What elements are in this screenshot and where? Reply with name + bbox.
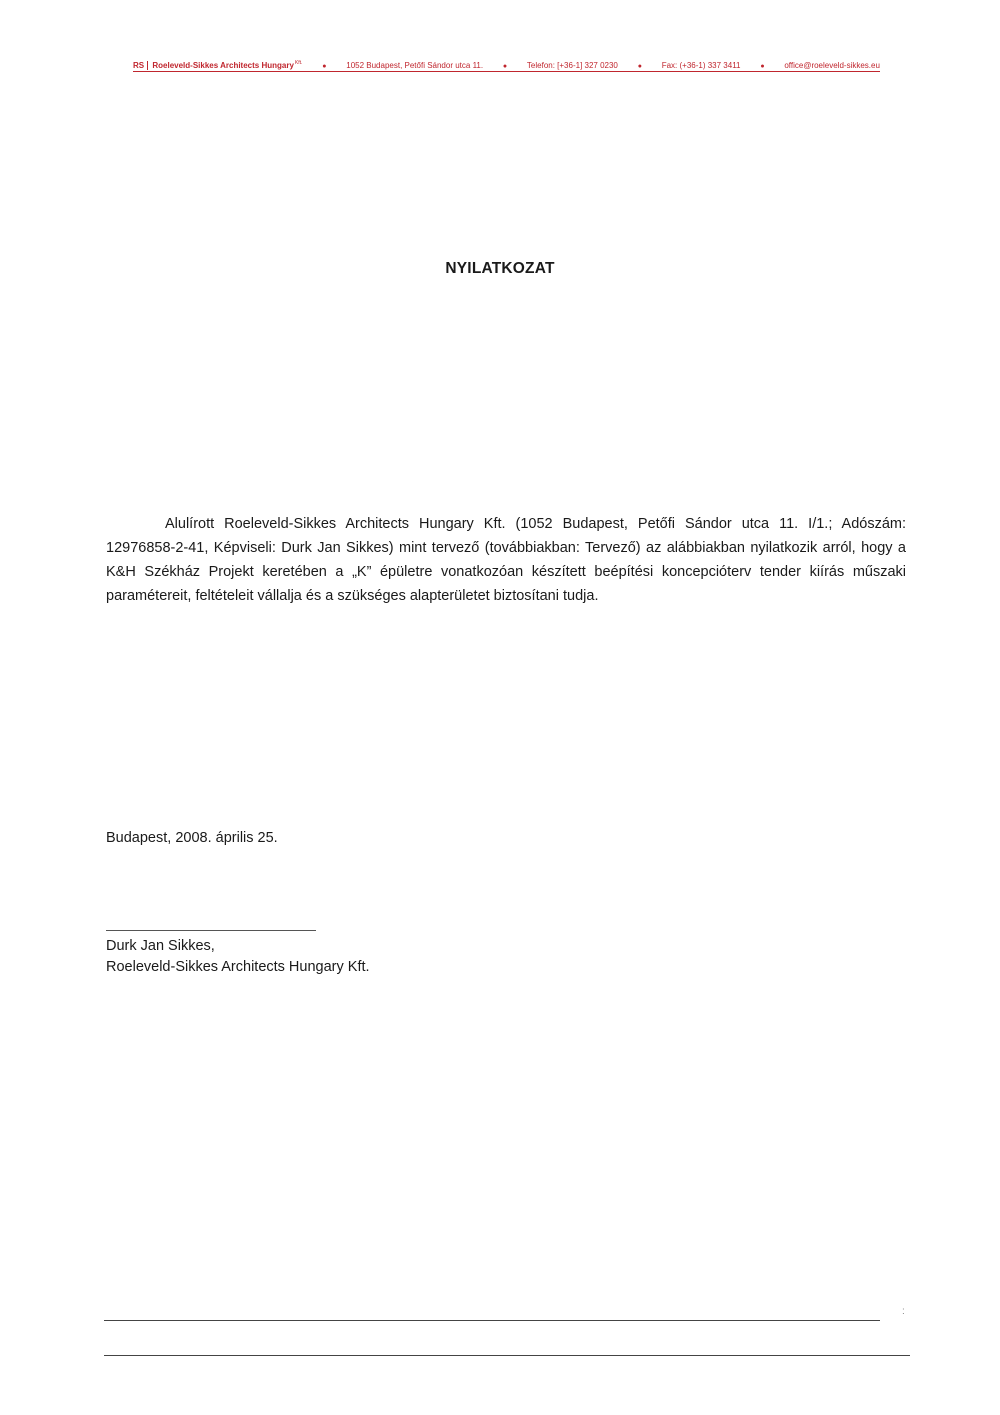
company-address: 1052 Budapest, Petőfi Sándor utca 11. bbox=[346, 61, 484, 70]
signature-line bbox=[106, 930, 316, 931]
document-title: NYILATKOZAT bbox=[445, 260, 555, 277]
letterhead-company-block bbox=[133, 57, 302, 72]
company-fax: Fax: (+36-1) 337 3411 bbox=[661, 61, 741, 70]
company-email: office@roeleveld-sikkes.eu bbox=[784, 61, 880, 70]
place-date: Budapest, 2008. április 25. bbox=[106, 830, 278, 846]
company-logo: RS bbox=[133, 61, 148, 70]
company-suffix: Kft. bbox=[294, 60, 303, 66]
separator-dot: ● bbox=[322, 63, 327, 70]
separator-dot: ● bbox=[637, 63, 642, 70]
letterhead bbox=[133, 57, 880, 72]
separator-dot: ● bbox=[760, 63, 765, 70]
footer-page-mark: : bbox=[902, 1306, 905, 1317]
footer-rule-bottom bbox=[104, 1355, 910, 1356]
footer-rule-top bbox=[104, 1320, 880, 1321]
company-phone: Telefon: [+36-1] 327 0230 bbox=[526, 61, 618, 70]
signer-block bbox=[106, 936, 370, 978]
signer-company: Roeleveld-Sikkes Architects Hungary Kft. bbox=[106, 959, 370, 975]
declaration-paragraph: Alulírott Roeleveld-Sikkes Architects Hungary Kft. (1052 Budapest, Petőfi Sándor utca 11. I/1.; Adószám: 12976858-2-41, Képviseli: Durk Jan Sikkes) mint tervező (továbbiakban: Tervező) az alábbiakban nyilatkozik arról, hogy a K&H Székház Projekt keretében a „K” épületre vonatkozóan készített beépítési koncepcióterv tender kiírás műszaki paramétereit, feltételeit vállalja és a szükséges alapterületet biztosítani tudja. bbox=[106, 516, 906, 604]
company-name: Roeleveld-Sikkes Architects Hungary bbox=[152, 61, 294, 70]
signer-name: Durk Jan Sikkes, bbox=[106, 938, 215, 954]
separator-dot: ● bbox=[502, 63, 508, 70]
